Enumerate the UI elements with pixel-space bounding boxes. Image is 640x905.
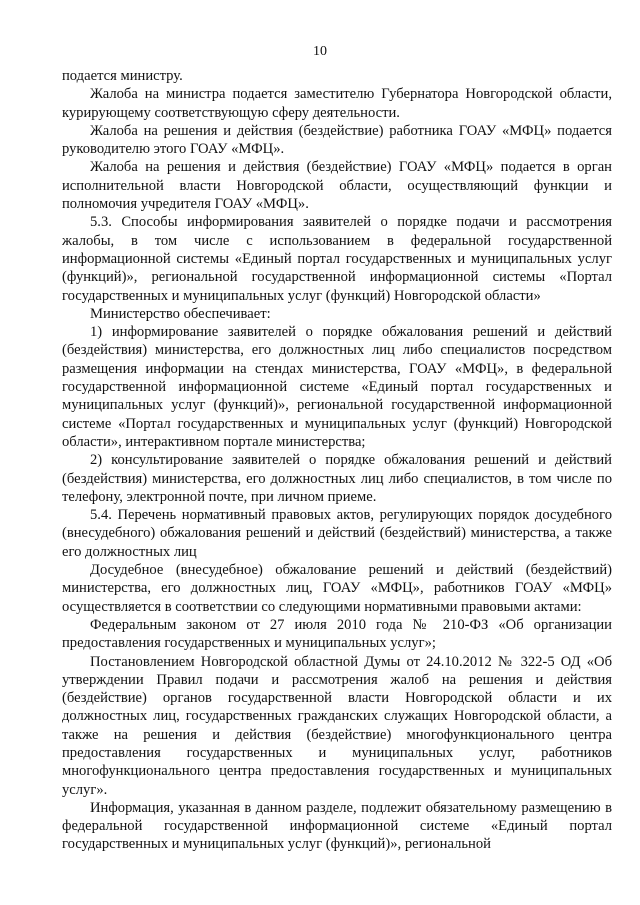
section-5-3-heading: 5.3. Способы информирования заявителей о порядке подачи и рассмотрения жалобы, в том числе с использованием в федеральной государственной информационной системы «Единый портал государственных и муниципальных услуг (функций)», региональной государственной информационной системы «Портал государственных и муниципальных услуг (функций) Новгородской области» (62, 214, 612, 304)
paragraph-complaint-mfc-employee: Жалоба на решения и действия (бездействие) работника ГОАУ «МФЦ» подается руководителю этого ГОАУ «МФЦ». (62, 122, 612, 158)
paragraph-pretrial-appeal: Досудебное (внесудебное) обжалование решений и действий (бездействий) министерства, его должностных лиц, ГОАУ «МФЦ», работников ГОАУ «МФЦ» осуществляется в соответствии со следующими нормативными правовыми актами: (62, 562, 612, 615)
paragraph-ministry-provides: Министерство обеспечивает: (90, 305, 271, 322)
page-number: 10 (313, 44, 327, 59)
list-item-2: 2) консультирование заявителей о порядке обжалования решений и действий (бездействия) министерства, его должностных лиц либо специалистов, в том числе по телефону, электронной почте, при личном приеме. (62, 452, 612, 505)
section-5-4-heading: 5.4. Перечень нормативный правовых актов, регулирующих порядок досудебного (внесудебного) обжалования решений и действий (бездействий) министерства, а также его должностных лиц (62, 507, 612, 560)
paragraph-federal-law: Федеральным законом от 27 июля 2010 года № 210-ФЗ «Об организации предоставления государственных и муниципальных услуг»; (62, 616, 612, 652)
list-item-1: 1) информирование заявителей о порядке обжалования решений и действий (бездействия) министерства, его должностных лиц либо специалистов посредством размещения информации на стендах министерства, ГОАУ «МФЦ», в федеральной государственной информационной системе «Единый портал государственных и муниципальных услуг (функций)», региональной государственной информационной системе «Портал государственных и муниципальных услуг (функций) Новгородской области», интерактивном портале министерства; (62, 324, 612, 450)
paragraph-information: Информация, указанная в данном разделе, подлежит обязательному размещению в федеральной государственной информационной системе «Единый портал государственных и муниципальных услуг (функций)», региональной (62, 799, 612, 853)
document-body (62, 67, 612, 854)
paragraph-continuation: подается министру. (62, 68, 183, 84)
paragraph-resolution: Постановлением Новгородской областной Думы от 24.10.2012 № 322-5 ОД «Об утверждении Правил подачи и рассмотрения жалоб на решения и действия (бездействие) органов государственной власти Новгородской области и их должностных лиц, государственных гражданских служащих Новгородской области, а также на решения и действия (бездействие) многофункционального центра предоставления государственных и муниципальных услуг, работников многофункционального центра предоставления государственных и муниципальных услуг». (62, 653, 612, 798)
paragraph-complaint-mfc: Жалоба на решения и действия (бездействие) ГОАУ «МФЦ» подается в орган исполнительной власти Новгородской области, осуществляющий функции и полномочия учредителя ГОАУ «МФЦ». (62, 159, 612, 213)
paragraph-complaint-minister: Жалоба на министра подается заместителю Губернатора Новгородской области, курирующему соответствующую сферу деятельности. (62, 86, 612, 121)
